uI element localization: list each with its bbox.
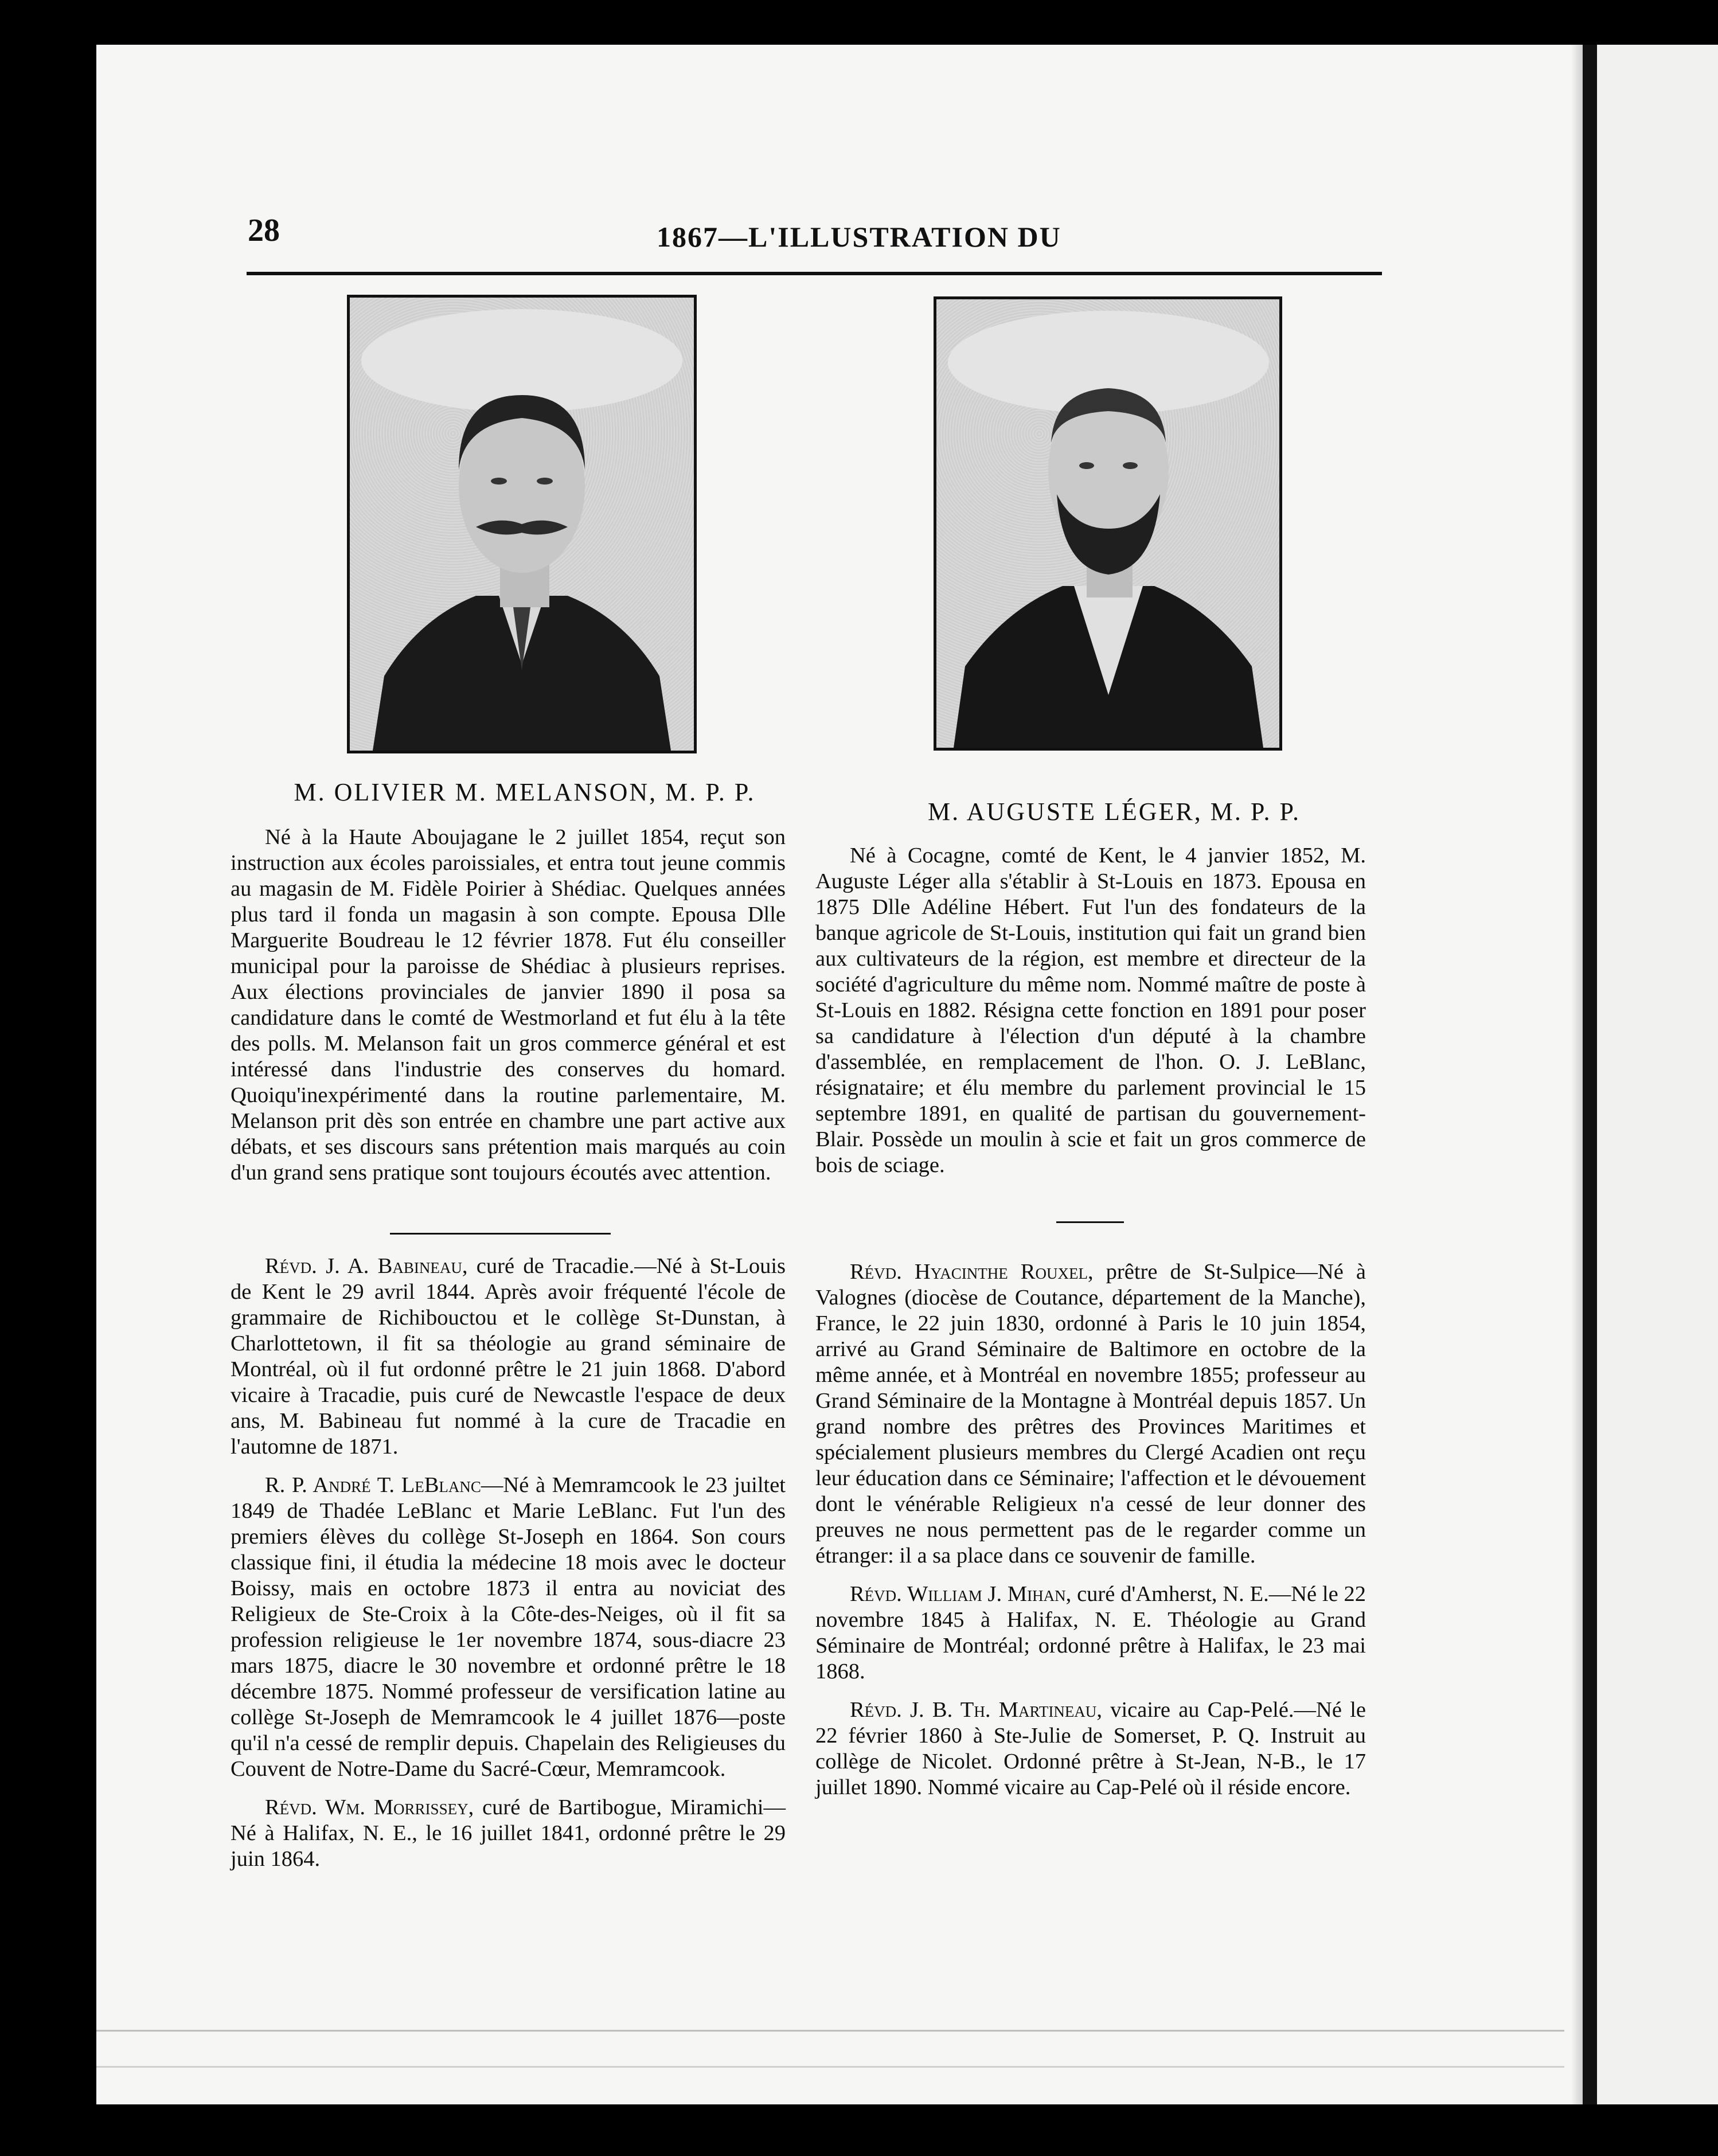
entry-text: , vicaire au Cap-Pelé.—Né le 22 février 1860 à Ste-Julie de Somerset, P. Q. Instruit au collège de Nicolet. Ordonné prêtre à St-Jean, N-B., le 17 juillet 1890. Nommé vicaire au Cap-Pelé où il réside encore. <box>815 1698 1366 1799</box>
entry-martineau <box>815 1697 1366 1800</box>
bio-melanson: Né à la Haute Aboujagane le 2 juillet 1854, reçut son instruction aux écoles paroissiales, et entra tout jeune commis au magasin de M. Fidèle Poirier à Shédiac. Quelques années plus tard il fonda un magasin à son compte. Epousa Dlle Marguerite Boudreau le 12 février 1878. Fut élu conseiller municipal pour la paroisse de Shédiac à plusieurs reprises. Aux élections provinciales de janvier 1890 il posa sa candidature dans le comté de Westmorland et fut élu à la tête des polls. M. Melanson fait un gros commerce général et est intéressé dans l'industrie des conserves du homard. Quoiqu'inexpérimenté dans la routine parlementaire, M. Melanson prit dès son entrée en chambre une part active aux débats, et ses discours sans prétention mais marqués au coin d'un grand sens pratique sont toujours écoutés avec attention. <box>231 825 786 1185</box>
entry-name: Révd. Hyacinthe Rouxel <box>850 1260 1088 1284</box>
entry-morrissey <box>231 1795 786 1872</box>
portrait-leger <box>934 296 1282 751</box>
entry-text: , prêtre de St-Sulpice—Né à Valognes (diocèse de Coutance, département de la Manche), France, le 22 juin 1830, ordonné à Paris le 10 juin 1854, arrivé au Grand Séminaire de Baltimore en octobre de la même année, et à Montréal en novembre 1855; professeur au Grand Séminaire de la Montagne à Montréal depuis 1857. Un grand nombre des prêtres des Provinces Maritimes et spécialement plusieurs membres du Clergé Acadien ont reçu leur éducation dans ce Séminaire; l'affection et le dévouement dont le vénérable Religieux n'a cessé de leur donner des preuves ne nous permettent pas de le regarder comme un étranger: il a sa place dans ce souvenir de famille. <box>815 1260 1366 1568</box>
entry-name: Révd. J. A. Babineau <box>265 1254 462 1278</box>
page-gutter <box>1583 45 1599 2104</box>
entry-rouxel <box>815 1259 1366 1569</box>
page-edge-shade <box>1571 45 1583 2104</box>
entry-name: Révd. William J. Mihan <box>850 1582 1066 1606</box>
entry-babineau <box>231 1253 786 1460</box>
bio-leger: Né à Cocagne, comté de Kent, le 4 janvier 1852, M. Auguste Léger alla s'établir à St-Louis en 1873. Epousa en 1875 Dlle Adéline Hébert. Fut l'un des fondateurs de la banque agricole de St-Louis, institution qui fait un grand bien aux cultivateurs de la région, est membre et directeur de la société d'agriculture du même nom. Nommé maître de poste à St-Louis en 1882. Résigna cette fonction en 1891 pour poser sa candidature à l'élection d'un député à la chambre d'assemblée, en remplacement de l'hon. O. J. LeBlanc, résignataire; et élu membre du parlement provincial le 15 septembre 1891, en qualité de partisan du gouvernement-Blair. Possède un moulin à scie et fait un gros commerce de bois de sciage. <box>815 843 1366 1177</box>
entry-text: , curé de Tracadie.—Né à St-Louis de Kent le 29 avril 1844. Après avoir fréquenté l'école de grammaire de Richibouctou et le collège St-Dunstan, à Charlottetown, il fit sa théologie au grand séminaire de Montréal, où il fut ordonné prêtre le 21 juin 1868. D'abord vicaire à Tracadie, puis curé de Newcastle l'espace de deux ans, M. Babineau fut nommé à la cure de Tracadie en l'automne de 1871. <box>231 1254 786 1459</box>
entry-name: Révd. J. B. Th. Martineau <box>850 1698 1097 1722</box>
portrait-melanson <box>347 295 697 753</box>
entry-name: R. P. André T. LeBlanc <box>265 1473 481 1497</box>
page-number: 28 <box>248 213 280 248</box>
left-column <box>231 825 786 1198</box>
page-fold-lines <box>96 2030 1564 2068</box>
entry-text: , curé d'Amherst, N. E.—Né le 22 novembre 1845 à Halifax, N. E. Théologie au Grand Séminaire de Montréal; ordonné prêtre à Halifax, le 23 mai 1868. <box>815 1582 1366 1684</box>
right-column-entries <box>815 1259 1366 1813</box>
running-title: 1867—L'ILLUSTRATION DU <box>657 221 1061 253</box>
caption-leger: M. AUGUSTE LÉGER, M. P. P. <box>927 798 1301 826</box>
right-column <box>815 843 1366 1191</box>
header-rule <box>247 272 1382 275</box>
entry-leblanc <box>231 1473 786 1782</box>
left-column-entries <box>231 1253 786 1885</box>
short-divider <box>1056 1221 1124 1223</box>
entry-mihan <box>815 1581 1366 1685</box>
adjacent-page <box>1597 45 1718 2104</box>
entry-name: Révd. Wm. Morrissey <box>265 1795 468 1819</box>
ornamental-divider <box>390 1233 611 1235</box>
entry-text: , curé de Bartibogue, Miramichi—Né à Halifax, N. E., le 16 juillet 1841, ordonné prêtre le 29 juin 1864. <box>231 1795 786 1871</box>
entry-text: —Né à Memramcook le 23 juiltet 1849 de Thadée LeBlanc et Marie LeBlanc. Fut l'un des premiers élèves du collège St-Joseph en 1864. Son cours classique fini, il étudia la médecine 18 mois avec le docteur Boissy, mais en octobre 1873 il entra au noviciat des Religieux de Ste-Croix à la Côte-des-Neiges, où il fit sa profession religieuse le 1er novembre 1874, sous-diacre 23 mars 1875, diacre le 30 novembre et ordonné prêtre le 18 décembre 1875. Nommé professeur de versification latine au collège St-Joseph de Memramcook le 4 juillet 1876—poste qu'il n'a cessé de remplir depuis. Chapelain des Religieuses du Couvent de Notre-Dame du Sacré-Cœur, Memramcook. <box>231 1473 786 1781</box>
caption-melanson: M. OLIVIER M. MELANSON, M. P. P. <box>294 778 756 806</box>
